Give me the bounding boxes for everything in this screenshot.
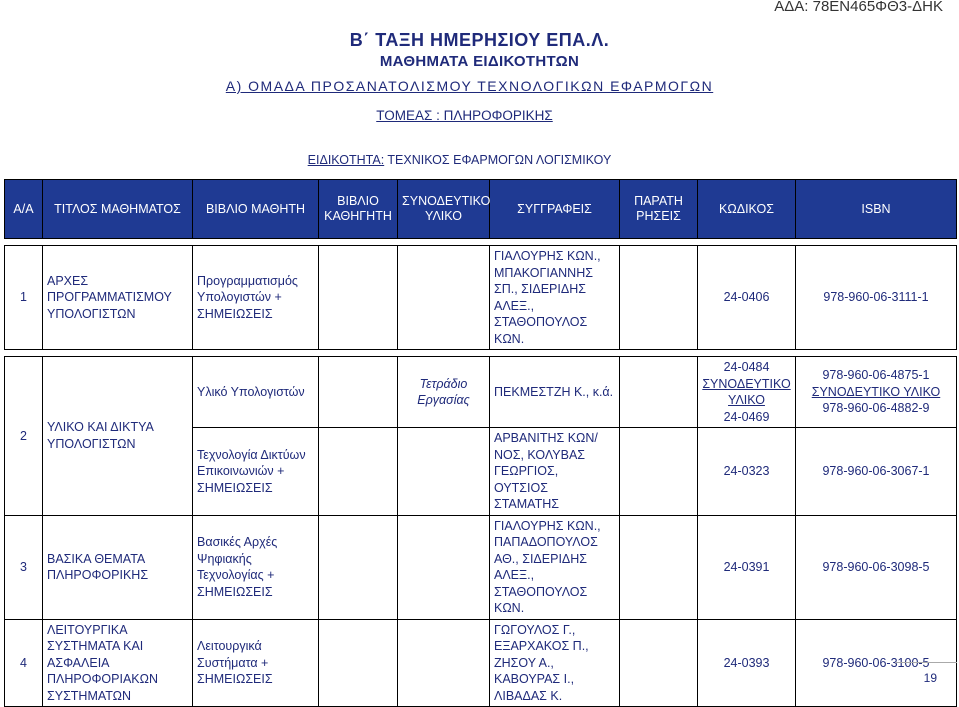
teacher-book [319, 428, 398, 516]
book-isbn: 978-960-06-3067-1 [796, 428, 957, 516]
book-isbn: 978-960-06-3100-5 [796, 619, 957, 707]
group-heading: Α) ΟΜΑΔΑ ΠΡΟΣΑΝΑΤΟΛΙΣΜΟΥ ΤΕΧΝΟΛΟΓΙΚΩΝ ΕΦΑΡΜΟΓΩΝ [225, 78, 714, 94]
col-header-remarks: ΠΑΡΑΤΗ ΡΗΣΕΙΣ [620, 180, 698, 239]
material: Τετράδιο Εργασίας [398, 357, 490, 428]
col-header-material: ΣΥΝΟΔΕΥΤΙΚΟ ΥΛΙΚΟ [398, 180, 490, 239]
remarks [620, 246, 698, 350]
isbn-main: 978-960-06-4875-1 [822, 368, 930, 383]
teacher-book [319, 515, 398, 619]
col-header-code: ΚΩΔΙΚΟΣ [698, 180, 796, 239]
teacher-book [319, 246, 398, 350]
table-row [5, 619, 957, 707]
specialty-value: ΤΕΧΝΙΚΟΣ ΕΦΑΡΜΟΓΩΝ ΛΟΓΙΣΜΙΚΟΥ [387, 153, 612, 167]
books-table [4, 179, 957, 707]
col-header-title: ΤΙΤΛΟΣ ΜΑΘΗΜΑΤΟΣ [43, 180, 193, 239]
authors: ΓΩΓΟΥΛΟΣ Γ., ΕΞΑΡΧΑΚΟΣ Π., ΖΗΣΟΥ Α., ΚΑΒΟΥΡΑΣ Ι., ΛΙΒΑΔΑΣ Κ. [490, 619, 620, 707]
book-code: 24-0323 [698, 428, 796, 516]
col-header-authors: ΣΥΓΓΡΑΦΕΙΣ [490, 180, 620, 239]
remarks [620, 515, 698, 619]
page-number: 19 [923, 671, 937, 685]
code-main: 24-0484 [723, 360, 770, 374]
remarks [620, 357, 698, 428]
ada-code: ΑΔΑ: 78ΕΝ465ΦΘ3-ΔΗΚ [774, 0, 943, 15]
authors: ΠΕΚΜΕΣΤΖΗ Κ., κ.ά. [490, 357, 620, 428]
table-row [5, 246, 957, 350]
material [398, 515, 490, 619]
table-header-row [5, 180, 957, 239]
course-title: ΑΡΧΕΣ ΠΡΟΓΡΑΜΜΑΤΙΣΜΟΥ ΥΠΟΛΟΓΙΣΤΩΝ [43, 246, 193, 350]
isbn-material-label: ΣΥΝΟΔΕΥΤΙΚΟ ΥΛΙΚΟ [811, 384, 941, 399]
book-code: 24-0406 [698, 246, 796, 350]
book-isbn: 978-960-06-3098-5 [796, 515, 957, 619]
row-number: 2 [5, 357, 43, 516]
book-code [698, 357, 796, 428]
student-book: Προγραμματισμός Υπολογιστών + ΣΗΜΕΙΩΣΕΙΣ [193, 246, 319, 350]
remarks [620, 428, 698, 516]
material [398, 428, 490, 516]
course-title: ΛΕΙΤΟΥΡΓΙΚΑ ΣΥΣΤΗΜΑΤΑ ΚΑΙ ΑΣΦΑΛΕΙΑ ΠΛΗΡΟΦΟΡΙΑΚΩΝ ΣΥΣΤΗΜΑΤΩΝ [43, 619, 193, 707]
teacher-book [319, 357, 398, 428]
sector-heading: ΤΟΜΕΑΣ : ΠΛΗΡΟΦΟΡΙΚΗΣ [376, 108, 553, 123]
authors: ΓΙΑΛΟΥΡΗΣ ΚΩΝ., ΠΑΠΑΔΟΠΟΥΛΟΣ ΑΘ., ΣΙΔΕΡΙΔΗΣ ΑΛΕΞ., ΣΤΑΘΟΠΟΥΛΟΣ ΚΩΝ. [490, 515, 620, 619]
page-subtitle: ΜΑΘΗΜΑΤΑ ΕΙΔΙΚΟΤΗΤΩΝ [379, 53, 580, 70]
table-row [5, 515, 957, 619]
code-material-label: ΣΥΝΟΔΕΥΤΙΚΟ ΥΛΙΚΟ [702, 376, 791, 407]
col-header-isbn: ISBN [796, 180, 957, 239]
remarks [620, 619, 698, 707]
student-book: Υλικό Υπολογιστών [193, 357, 319, 428]
book-code: 24-0391 [698, 515, 796, 619]
col-header-aa: Α/Α [5, 180, 43, 239]
col-header-student-book: ΒΙΒΛΙΟ ΜΑΘΗΤΗ [193, 180, 319, 239]
book-isbn: 978-960-06-3111-1 [796, 246, 957, 350]
book-isbn [796, 357, 957, 428]
student-book: Τεχνολογία Δικτύων Επικοινωνιών + ΣΗΜΕΙΩΣΕΙΣ [193, 428, 319, 516]
code-material: 24-0469 [723, 409, 770, 424]
page-title: Β΄ ΤΑΞΗ ΗΜΕΡΗΣΙΟΥ ΕΠΑ.Λ. [349, 30, 610, 50]
material [398, 246, 490, 350]
book-code: 24-0393 [698, 619, 796, 707]
col-header-teacher-book: ΒΙΒΛΙΟ ΚΑΘΗΓΗΤΗ [319, 180, 398, 239]
student-book: Λειτουργικά Συστήματα + ΣΗΜΕΙΩΣΕΙΣ [193, 619, 319, 707]
row-number: 4 [5, 619, 43, 707]
row-number: 3 [5, 515, 43, 619]
table-row [5, 357, 957, 428]
specialty-heading [0, 153, 939, 167]
isbn-material: 978-960-06-4882-9 [822, 401, 930, 416]
teacher-book [319, 619, 398, 707]
authors: ΑΡΒΑΝΙΤΗΣ ΚΩΝ/ΝΟΣ, ΚΟΛΥΒΑΣ ΓΕΩΡΓΙΟΣ, ΟΥΤΣΙΟΣ ΣΤΑΜΑΤΗΣ [490, 428, 620, 516]
page-number-rule [895, 662, 957, 663]
student-book: Βασικές Αρχές Ψηφιακής Τεχνολογίας + ΣΗΜΕΙΩΣΕΙΣ [193, 515, 319, 619]
course-title: ΥΛΙΚΟ ΚΑΙ ΔΙΚΤΥΑ ΥΠΟΛΟΓΙΣΤΩΝ [43, 357, 193, 516]
course-title: ΒΑΣΙΚΑ ΘΕΜΑΤΑ ΠΛΗΡΟΦΟΡΙΚΗΣ [43, 515, 193, 619]
specialty-label: ΕΙΔΙΚΟΤΗΤΑ: [307, 153, 385, 167]
authors: ΓΙΑΛΟΥΡΗΣ ΚΩΝ., ΜΠΑΚΟΓΙΑΝΝΗΣ ΣΠ., ΣΙΔΕΡΙΔΗΣ ΑΛΕΞ., ΣΤΑΘΟΠΟΥΛΟΣ ΚΩΝ. [490, 246, 620, 350]
material [398, 619, 490, 707]
row-number: 1 [5, 246, 43, 350]
